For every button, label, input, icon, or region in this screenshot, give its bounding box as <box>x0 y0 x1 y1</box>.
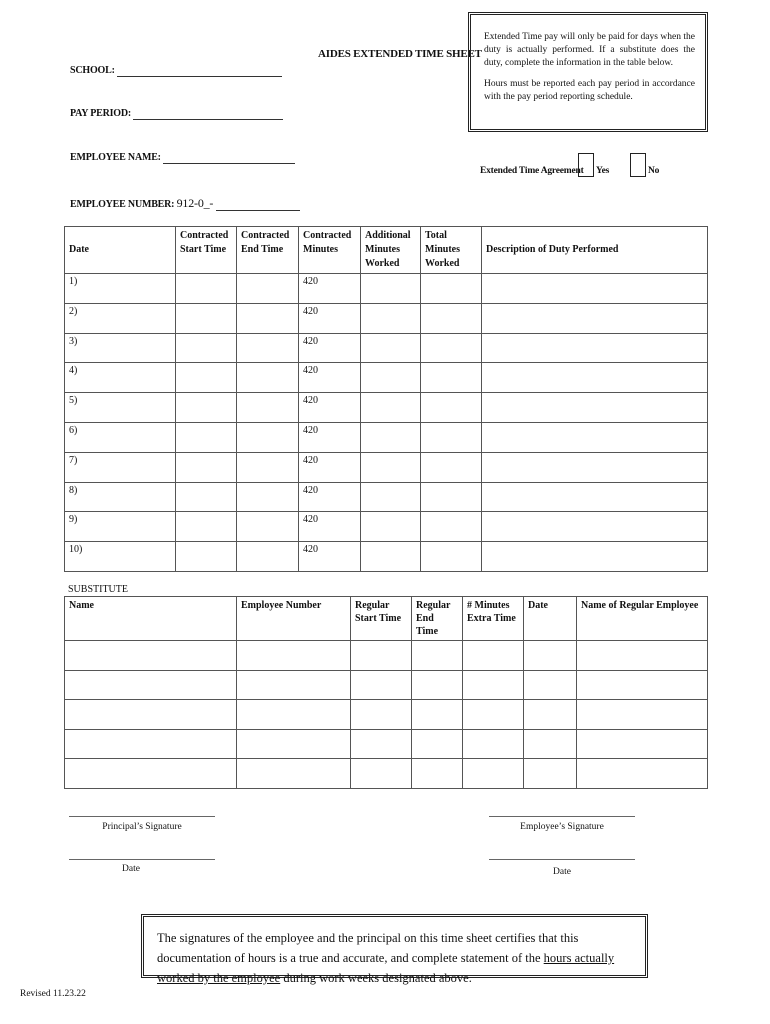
substitute-cell[interactable] <box>412 759 463 789</box>
row-cell[interactable] <box>421 274 482 304</box>
row-cell[interactable] <box>421 542 482 572</box>
row-cell[interactable] <box>237 542 299 572</box>
table-row <box>65 422 708 452</box>
substitute-cell[interactable] <box>412 670 463 700</box>
row-date-cell[interactable]: 9) <box>65 512 176 542</box>
row-contracted-minutes-cell[interactable]: 420 <box>299 482 361 512</box>
substitute-cell[interactable] <box>412 641 463 671</box>
substitute-cell[interactable] <box>351 729 412 759</box>
substitute-cell[interactable] <box>351 670 412 700</box>
row-date-cell[interactable]: 1) <box>65 274 176 304</box>
substitute-row <box>65 641 708 671</box>
row-cell[interactable] <box>361 452 421 482</box>
header-total-minutes: Total Minutes Worked <box>421 227 482 274</box>
row-contracted-minutes-cell[interactable]: 420 <box>299 422 361 452</box>
row-cell[interactable] <box>237 333 299 363</box>
substitute-cell[interactable] <box>65 729 237 759</box>
table-row <box>65 452 708 482</box>
pay-period-input-line[interactable] <box>133 108 283 120</box>
header-date: Date <box>65 227 176 274</box>
row-cell[interactable] <box>421 363 482 393</box>
substitute-cell[interactable] <box>412 729 463 759</box>
row-cell[interactable] <box>361 363 421 393</box>
agreement-no-label: No <box>648 166 660 176</box>
row-date-cell[interactable]: 3) <box>65 333 176 363</box>
header-contracted-minutes: Contracted Minutes <box>299 227 361 274</box>
row-cell[interactable] <box>482 303 708 333</box>
sub-header-date: Date <box>524 597 577 641</box>
row-contracted-minutes-cell[interactable]: 420 <box>299 393 361 423</box>
substitute-cell[interactable] <box>65 641 237 671</box>
substitute-cell[interactable] <box>412 700 463 730</box>
certification-box <box>141 914 648 985</box>
row-cell[interactable] <box>237 274 299 304</box>
page-title: AIDES EXTENDED TIME SHEET <box>318 48 482 60</box>
employee-name-label: EMPLOYEE NAME: <box>70 152 161 163</box>
substitute-row <box>65 729 708 759</box>
school-input-line[interactable] <box>117 65 282 77</box>
substitute-cell[interactable] <box>237 700 351 730</box>
substitute-cell[interactable] <box>463 759 524 789</box>
employee-number-input-line[interactable] <box>216 199 300 211</box>
row-cell[interactable] <box>482 333 708 363</box>
certification-underlined-text: hours actually worked by the employee <box>157 951 615 985</box>
header-end-time: Contracted End Time <box>237 227 299 274</box>
row-cell[interactable] <box>482 512 708 542</box>
row-cell[interactable] <box>237 363 299 393</box>
row-cell[interactable] <box>237 422 299 452</box>
row-cell[interactable] <box>176 482 237 512</box>
table-row <box>65 274 708 304</box>
row-cell[interactable] <box>482 393 708 423</box>
row-cell[interactable] <box>482 363 708 393</box>
row-cell[interactable] <box>421 482 482 512</box>
row-cell[interactable] <box>176 274 237 304</box>
header-start-time: Contracted Start Time <box>176 227 237 274</box>
row-cell[interactable] <box>482 452 708 482</box>
row-cell[interactable] <box>176 422 237 452</box>
row-cell[interactable] <box>237 452 299 482</box>
substitute-cell[interactable] <box>463 729 524 759</box>
row-cell[interactable] <box>176 303 237 333</box>
substitute-cell[interactable] <box>577 729 708 759</box>
substitute-cell[interactable] <box>351 641 412 671</box>
substitute-cell[interactable] <box>577 700 708 730</box>
row-cell[interactable] <box>176 333 237 363</box>
row-cell[interactable] <box>482 482 708 512</box>
row-contracted-minutes-cell[interactable]: 420 <box>299 333 361 363</box>
table-row <box>65 512 708 542</box>
table-row <box>65 333 708 363</box>
substitute-cell[interactable] <box>524 729 577 759</box>
agreement-yes-label: Yes <box>596 166 610 176</box>
row-cell[interactable] <box>176 512 237 542</box>
row-cell[interactable] <box>237 393 299 423</box>
row-cell[interactable] <box>237 303 299 333</box>
row-cell[interactable] <box>361 482 421 512</box>
sub-header-regular-employee: Name of Regular Employee <box>577 597 708 641</box>
table-header-row <box>65 227 708 274</box>
employee-signature-line[interactable] <box>489 816 635 817</box>
sub-header-employee-number: Employee Number <box>237 597 351 641</box>
agreement-yes-checkbox[interactable] <box>578 153 594 177</box>
notice-paragraph-1: Extended Time pay will only be paid for days when the duty is actually performed. If a substitute does the duty, complete the information in the table below. <box>484 32 695 68</box>
notice-paragraph-2: Hours must be reported each pay period in accordance with the pay period reporting schedule. <box>484 79 695 102</box>
revised-date: Revised 11.23.22 <box>20 989 86 999</box>
substitute-row <box>65 700 708 730</box>
substitute-cell[interactable] <box>463 670 524 700</box>
principal-date-label: Date <box>122 864 140 874</box>
row-cell[interactable] <box>237 512 299 542</box>
substitute-cell[interactable] <box>577 759 708 789</box>
substitute-cell[interactable] <box>463 700 524 730</box>
employee-date-line[interactable] <box>489 859 635 860</box>
substitute-cell[interactable] <box>237 759 351 789</box>
table-row <box>65 482 708 512</box>
substitute-caption: SUBSTITUTE <box>68 584 128 595</box>
agreement-label: Extended Time Agreement <box>480 166 584 176</box>
row-cell[interactable] <box>176 452 237 482</box>
principal-signature-line[interactable] <box>69 816 215 817</box>
row-cell[interactable] <box>421 422 482 452</box>
substitute-cell[interactable] <box>463 641 524 671</box>
substitute-cell[interactable] <box>351 700 412 730</box>
principal-signature-label: Principal’s Signature <box>102 822 182 832</box>
employee-signature-label: Employee’s Signature <box>520 822 604 832</box>
row-date-cell[interactable]: 7) <box>65 452 176 482</box>
school-label: SCHOOL: <box>70 65 115 76</box>
agreement-no-checkbox[interactable] <box>630 153 646 177</box>
substitute-cell[interactable] <box>524 670 577 700</box>
header-additional-minutes: Additional Minutes Worked <box>361 227 421 274</box>
substitute-cell[interactable] <box>524 700 577 730</box>
extended-time-table <box>64 226 708 572</box>
employee-number-prefix: 912-0_- <box>176 196 214 210</box>
principal-date-line[interactable] <box>69 859 215 860</box>
certification-text-1: The signatures of the employee and the principal on this time sheet certifies that this documentation of hours is a true and accurate, and complete statement of the <box>157 931 579 965</box>
employee-date-label: Date <box>553 867 571 877</box>
table-row <box>65 363 708 393</box>
row-contracted-minutes-cell[interactable]: 420 <box>299 363 361 393</box>
row-cell[interactable] <box>176 393 237 423</box>
substitute-cell[interactable] <box>524 759 577 789</box>
row-cell[interactable] <box>421 303 482 333</box>
row-cell[interactable] <box>421 393 482 423</box>
row-cell[interactable] <box>176 542 237 572</box>
row-date-cell[interactable]: 10) <box>65 542 176 572</box>
certification-text-2: during work weeks designated above. <box>280 971 472 985</box>
substitute-cell[interactable] <box>577 641 708 671</box>
substitute-cell[interactable] <box>524 641 577 671</box>
row-contracted-minutes-cell[interactable]: 420 <box>299 274 361 304</box>
row-contracted-minutes-cell[interactable]: 420 <box>299 452 361 482</box>
row-cell[interactable] <box>361 303 421 333</box>
sub-header-end-time: Regular End Time <box>412 597 463 641</box>
row-cell[interactable] <box>361 393 421 423</box>
substitute-row <box>65 759 708 789</box>
row-contracted-minutes-cell[interactable]: 420 <box>299 512 361 542</box>
row-cell[interactable] <box>361 542 421 572</box>
row-date-cell[interactable]: 4) <box>65 363 176 393</box>
table-row <box>65 542 708 572</box>
substitute-cell[interactable] <box>237 670 351 700</box>
row-cell[interactable] <box>482 542 708 572</box>
pay-period-label: PAY PERIOD: <box>70 108 132 119</box>
row-cell[interactable] <box>361 512 421 542</box>
row-date-cell[interactable]: 5) <box>65 393 176 423</box>
notice-box <box>468 12 708 132</box>
sub-header-start-time: Regular Start Time <box>351 597 412 641</box>
row-cell[interactable] <box>237 482 299 512</box>
row-cell[interactable] <box>421 452 482 482</box>
row-cell[interactable] <box>361 333 421 363</box>
employee-number-label: EMPLOYEE NUMBER: <box>70 199 175 210</box>
row-cell[interactable] <box>176 363 237 393</box>
school-field <box>70 65 282 77</box>
row-contracted-minutes-cell[interactable]: 420 <box>299 303 361 333</box>
row-date-cell[interactable]: 6) <box>65 422 176 452</box>
substitute-cell[interactable] <box>351 759 412 789</box>
row-cell[interactable] <box>482 274 708 304</box>
row-cell[interactable] <box>361 274 421 304</box>
sub-header-name: Name <box>65 597 237 641</box>
row-contracted-minutes-cell[interactable]: 420 <box>299 542 361 572</box>
row-date-cell[interactable]: 8) <box>65 482 176 512</box>
employee-name-field <box>70 152 295 164</box>
employee-name-input-line[interactable] <box>163 152 295 164</box>
substitute-cell[interactable] <box>237 641 351 671</box>
substitute-header-row <box>65 597 708 641</box>
substitute-cell[interactable] <box>65 670 237 700</box>
row-date-cell[interactable]: 2) <box>65 303 176 333</box>
row-cell[interactable] <box>482 422 708 452</box>
substitute-table <box>64 596 708 789</box>
substitute-cell[interactable] <box>65 759 237 789</box>
pay-period-field <box>70 108 283 120</box>
substitute-cell[interactable] <box>65 700 237 730</box>
sub-header-extra-minutes: # Minutes Extra Time <box>463 597 524 641</box>
employee-number-field <box>70 196 300 211</box>
row-cell[interactable] <box>361 422 421 452</box>
row-cell[interactable] <box>421 333 482 363</box>
substitute-cell[interactable] <box>577 670 708 700</box>
table-row <box>65 393 708 423</box>
substitute-cell[interactable] <box>237 729 351 759</box>
header-description: Description of Duty Performed <box>482 227 708 274</box>
row-cell[interactable] <box>421 512 482 542</box>
substitute-row <box>65 670 708 700</box>
table-row <box>65 303 708 333</box>
